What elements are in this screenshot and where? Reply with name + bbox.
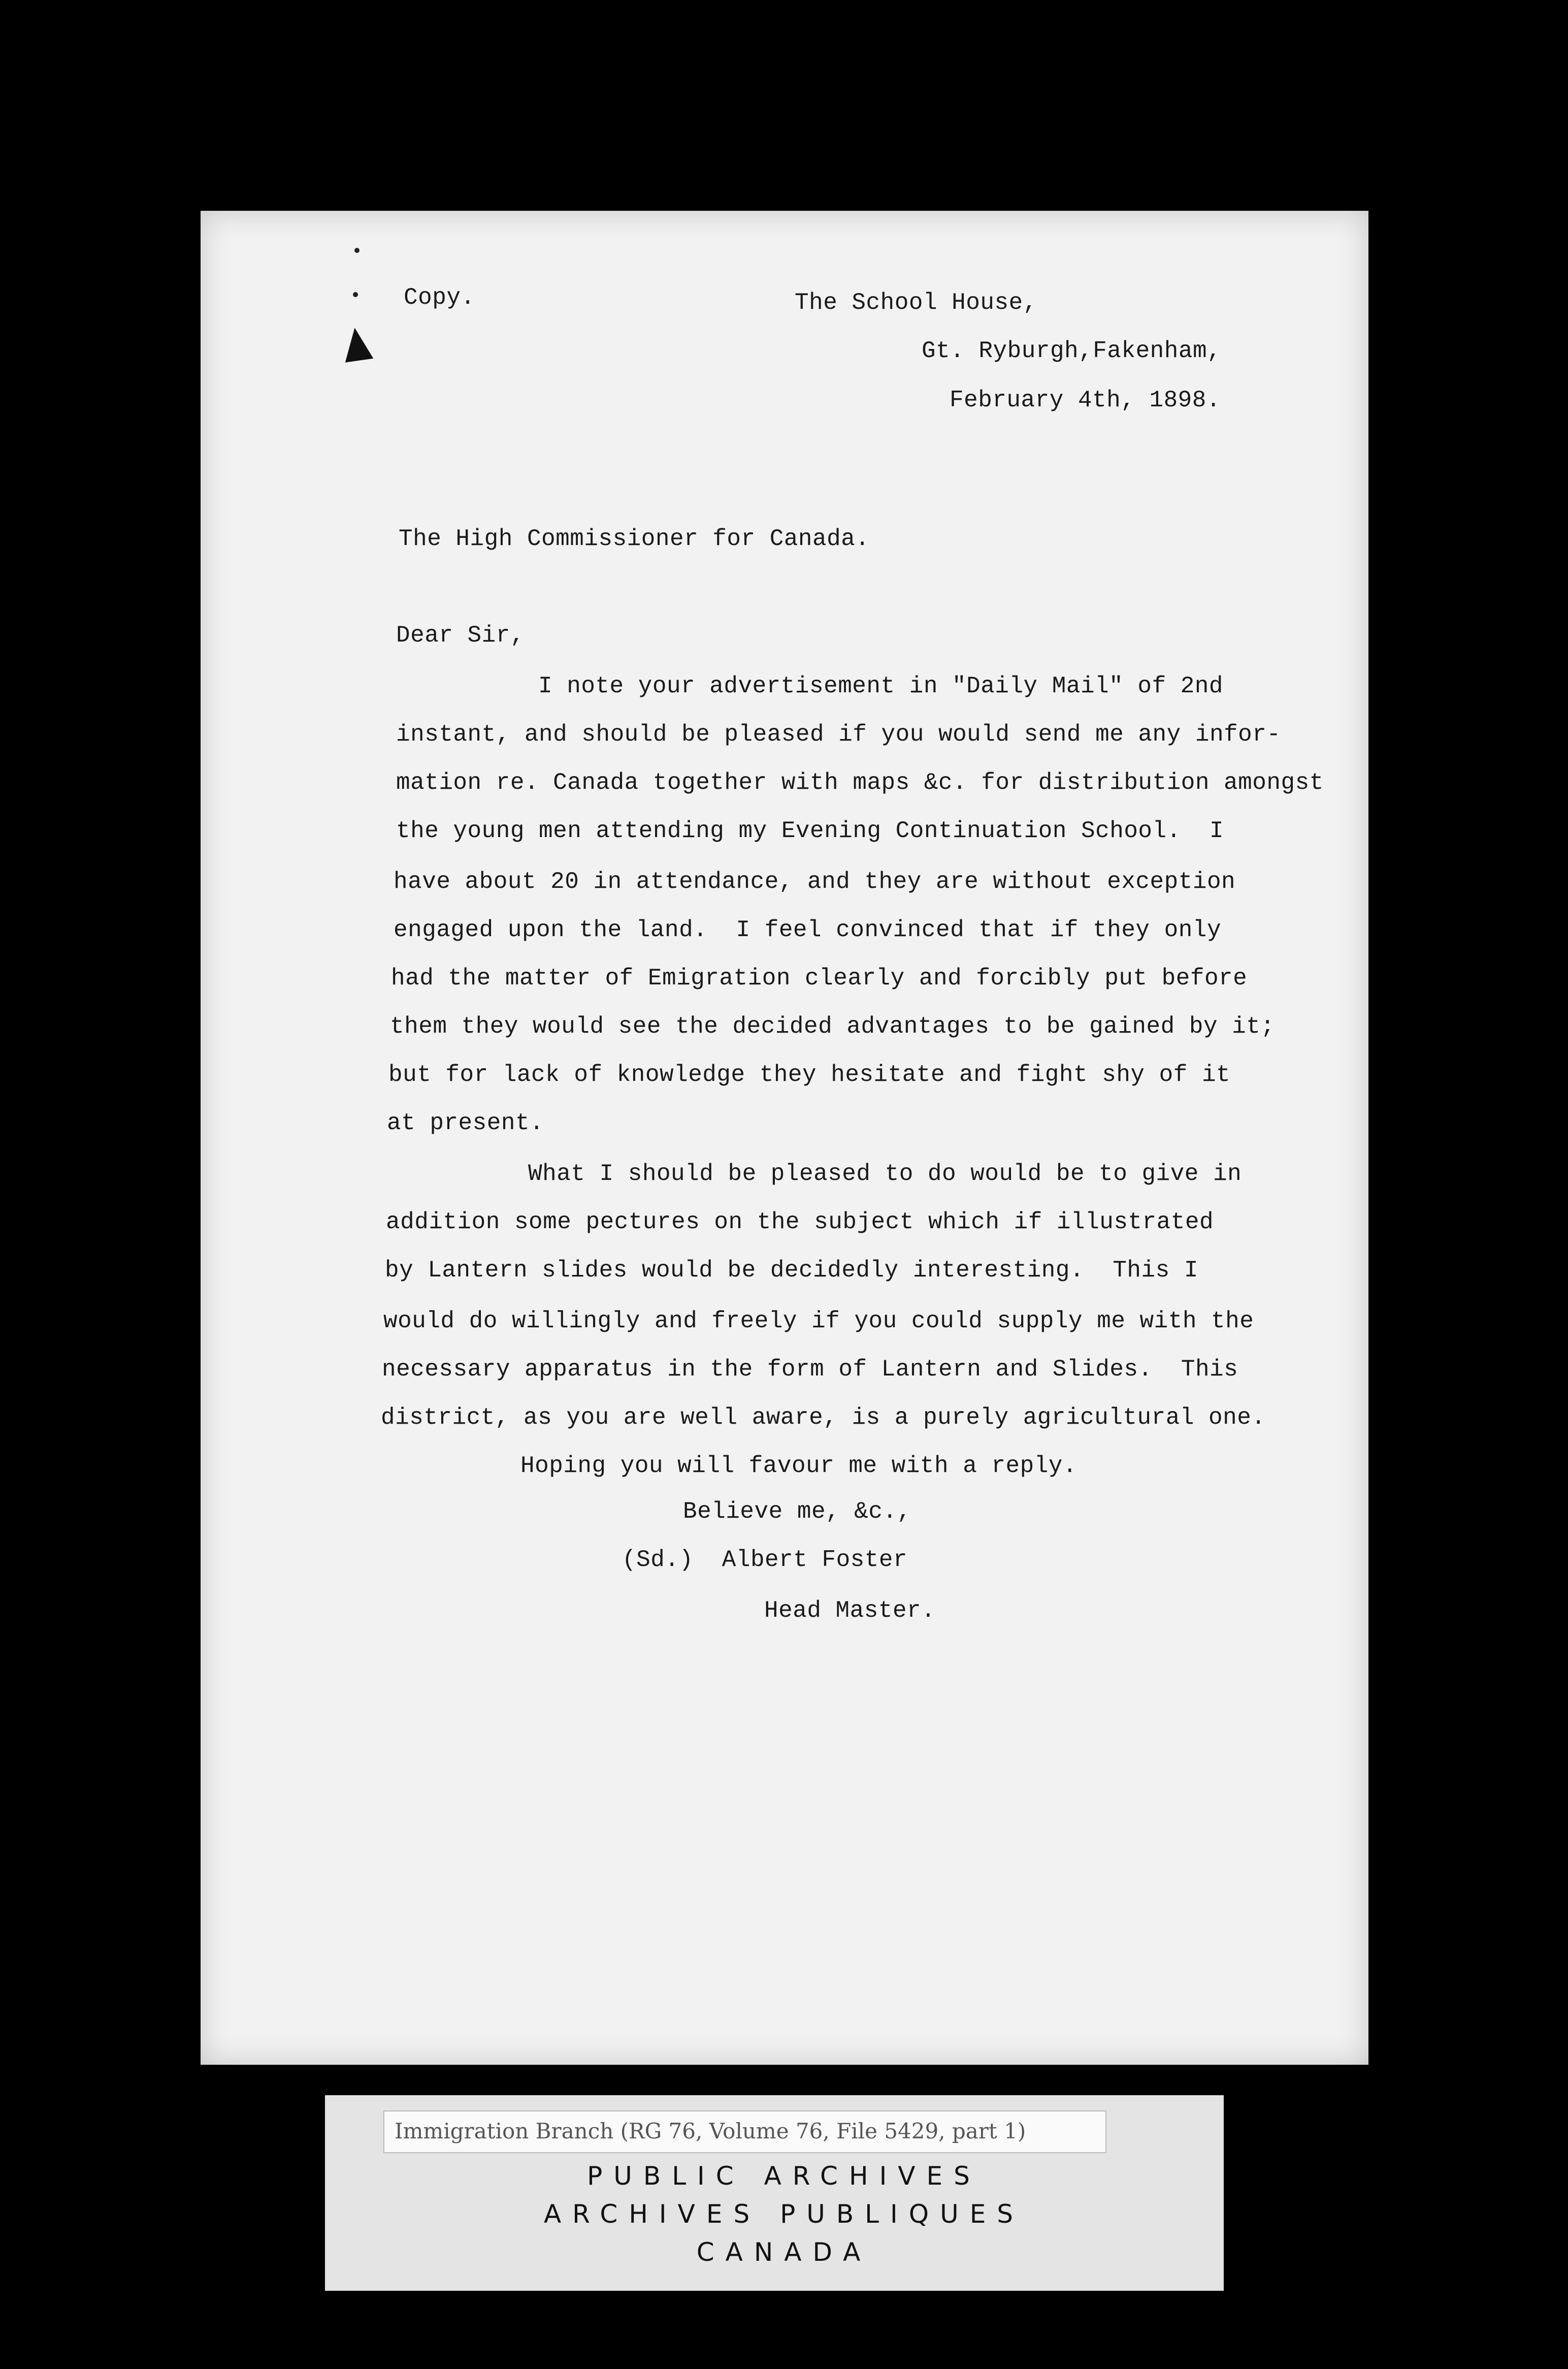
body-line: the young men attending my Evening Continuation School. I [396,818,1224,844]
ink-dot [353,292,358,297]
body-line: had the matter of Emigration clearly and forcibly put before [391,965,1248,991]
archive-name-en: PUBLIC ARCHIVES [587,2161,981,2191]
body-line: but for lack of knowledge they hesitate and fight shy of it [388,1062,1231,1088]
body-line: at present. [387,1110,544,1136]
body-line: instant, and should be pleased if you would send me any infor- [396,721,1281,748]
salutation: Dear Sir, [396,622,525,649]
body-line: What I should be pleased to do would be to give in [528,1161,1242,1187]
body-line: them they would see the decided advantages to be gained by it; [390,1013,1275,1040]
body-line: I note your advertisement in "Daily Mail" of 2nd [538,673,1224,699]
signature-line: (Sd.) Albert Foster [622,1547,908,1573]
body-line: Hoping you will favour me with a reply. [520,1453,1077,1479]
body-line: engaged upon the land. I feel convinced that if they only [394,917,1222,943]
ink-dot [354,248,360,253]
body-line: necessary apparatus in the form of Lantern and Slides. This [382,1356,1238,1383]
copy-label: Copy. [404,284,475,311]
address-line-2: Gt. Ryburgh,Fakenham, [922,338,1222,364]
archive-reference: Immigration Branch (RG 76, Volume 76, File 5429, part 1) [395,2119,1026,2143]
body-line: have about 20 in attendance, and they are without exception [394,869,1236,895]
body-line: would do willingly and freely if you could supply me with the [383,1308,1254,1334]
letter-page [201,211,1368,2065]
body-line: district, as you are well aware, is a purely agricultural one. [381,1404,1266,1431]
arrow-mark-icon [341,326,374,362]
closing-line: Believe me, &c., [683,1498,911,1525]
archive-country: CANADA [696,2237,872,2267]
archive-reference-strip [383,2110,1106,2153]
body-line: addition some pectures on the subject which if illustrated [386,1209,1214,1235]
body-line: by Lantern slides would be decidedly interesting. This I [385,1257,1198,1284]
signer-title: Head Master. [764,1597,936,1624]
body-line: mation re. Canada together with maps &c. for distribution amongst [396,770,1324,796]
archive-name-fr: ARCHIVES PUBLIQUES [543,2199,1025,2229]
recipient-line: The High Commissioner for Canada. [399,526,870,552]
letter-date: February 4th, 1898. [950,387,1221,413]
address-line-1: The School House, [795,290,1037,316]
